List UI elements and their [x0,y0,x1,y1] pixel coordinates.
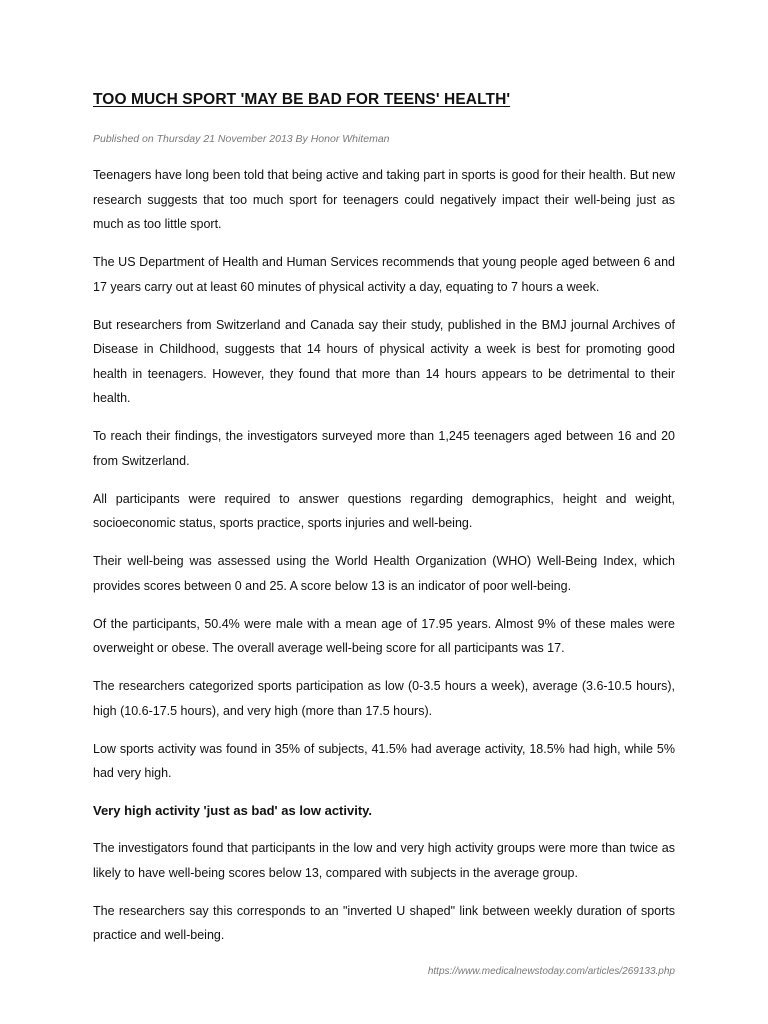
section-subheading: Very high activity 'just as bad' as low activity. [93,803,373,818]
paragraph: To reach their findings, the investigators surveyed more than 1,245 teenagers aged between 16 and 20 from Switzerland. [93,429,675,468]
paragraph: The researchers categorized sports participation as low (0-3.5 hours a week), average (3.6-10.5 hours), high (10.6-17.5 hours), and very high (more than 17.5 hours). [93,679,675,718]
paragraph: Their well-being was assessed using the World Health Organization (WHO) Well-Being Index, which provides scores between 0 and 25. A score below 13 is an indicator of poor well-being. [93,554,675,593]
article [93,88,675,961]
paragraph: Teenagers have long been told that being active and taking part in sports is good for their health. But new research suggests that too much sport for teenagers could negatively impact their well-being just as much as too little sport. [93,168,675,231]
source-url: https://www.medicalnewstoday.com/articles/269133.php [427,966,675,977]
paragraph: But researchers from Switzerland and Canada say their study, published in the BMJ journal Archives of Disease in Childhood, suggests that 14 hours of physical activity a week is best for promoting good health in teenagers. However, they found that more than 14 hours appears to be detrimental to their health. [93,317,675,405]
paragraph: Of the participants, 50.4% were male with a mean age of 17.95 years. Almost 9% of these males were overweight or obese. The overall average well-being score for all participants was 17. [93,616,675,655]
paragraph: The US Department of Health and Human Services recommends that young people aged between 6 and 17 years carry out at least 60 minutes of physical activity a day, equating to 7 hours a week. [93,255,675,294]
paragraph: The investigators found that participants in the low and very high activity groups were more than twice as likely to have well-being scores below 13, compared with subjects in the average group. [93,841,675,880]
paragraph: The researchers say this corresponds to an "inverted U shaped" link between weekly duration of sports practice and well-being. [93,903,675,942]
article-title: TOO MUCH SPORT 'MAY BE BAD FOR TEENS' HEALTH' [93,91,511,108]
paragraph: All participants were required to answer questions regarding demographics, height and weight, socioeconomic status, sports practice, sports injuries and well-being. [93,491,675,530]
paragraph: Low sports activity was found in 35% of subjects, 41.5% had average activity, 18.5% had high, while 5% had very high. [93,741,675,780]
article-byline: Published on Thursday 21 November 2013 By Honor Whiteman [93,133,390,145]
